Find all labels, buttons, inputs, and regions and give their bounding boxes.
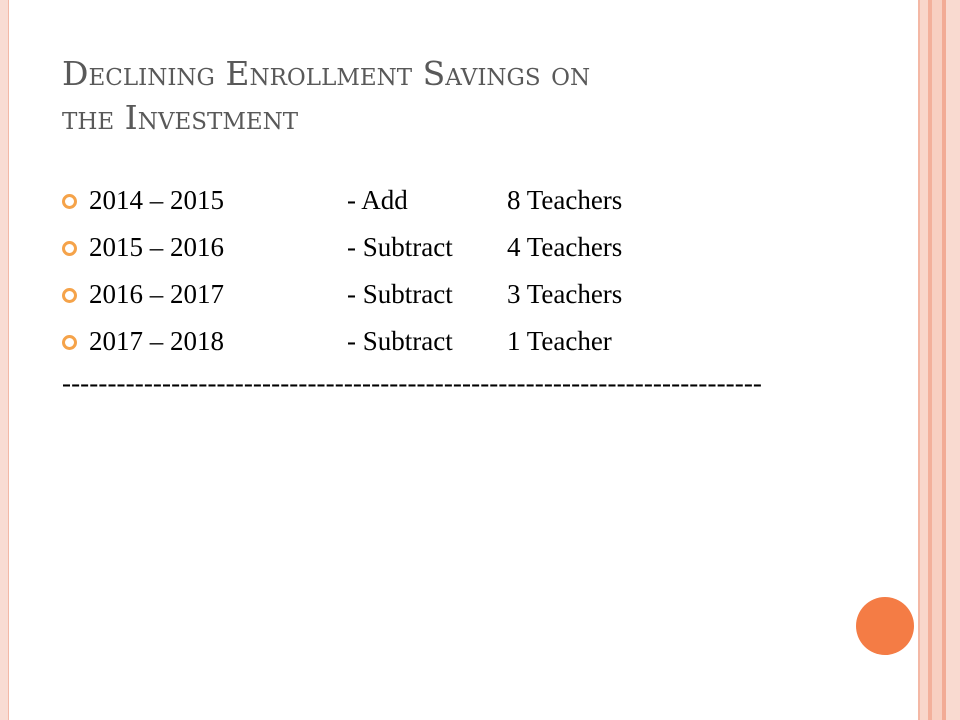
title-line-1: Declining Enrollment Savings on	[62, 54, 591, 93]
bullet-count: 3 Teachers	[507, 278, 623, 309]
bullet-circle-icon	[62, 288, 77, 303]
bullet-item-2016-2017	[62, 270, 622, 317]
bullet-action: - Subtract	[347, 231, 453, 262]
bullet-count: 4 Teachers	[507, 231, 623, 262]
bullet-years: 2014 – 2015	[89, 184, 224, 215]
right-stripe-decoration	[920, 0, 928, 720]
bullet-action: - Add	[347, 184, 408, 215]
bullet-item-2014-2015	[62, 176, 622, 223]
bullet-circle-icon	[62, 335, 77, 350]
bullet-item-2017-2018	[62, 317, 622, 364]
bullet-action: - Subtract	[347, 278, 453, 309]
slide-title	[62, 52, 882, 140]
bullet-count: 8 Teachers	[507, 184, 623, 215]
bullet-years: 2016 – 2017	[89, 278, 224, 309]
bullet-count: 1 Teacher	[507, 325, 612, 356]
right-stripe-decoration	[932, 0, 942, 720]
title-line-2: the Investment	[62, 98, 299, 137]
bullet-item-2015-2016	[62, 223, 622, 270]
left-border-decoration	[0, 0, 9, 720]
dashed-divider: -----------------------------------------------------------------------------	[62, 368, 763, 398]
right-stripe-decoration	[946, 0, 960, 720]
bullet-circle-icon	[62, 241, 77, 256]
bullet-circle-icon	[62, 194, 77, 209]
bullet-years: 2015 – 2016	[89, 231, 224, 262]
orange-circle-decoration	[856, 597, 914, 655]
bullet-years: 2017 – 2018	[89, 325, 224, 356]
bullet-action: - Subtract	[347, 325, 453, 356]
bullet-list	[62, 176, 622, 364]
